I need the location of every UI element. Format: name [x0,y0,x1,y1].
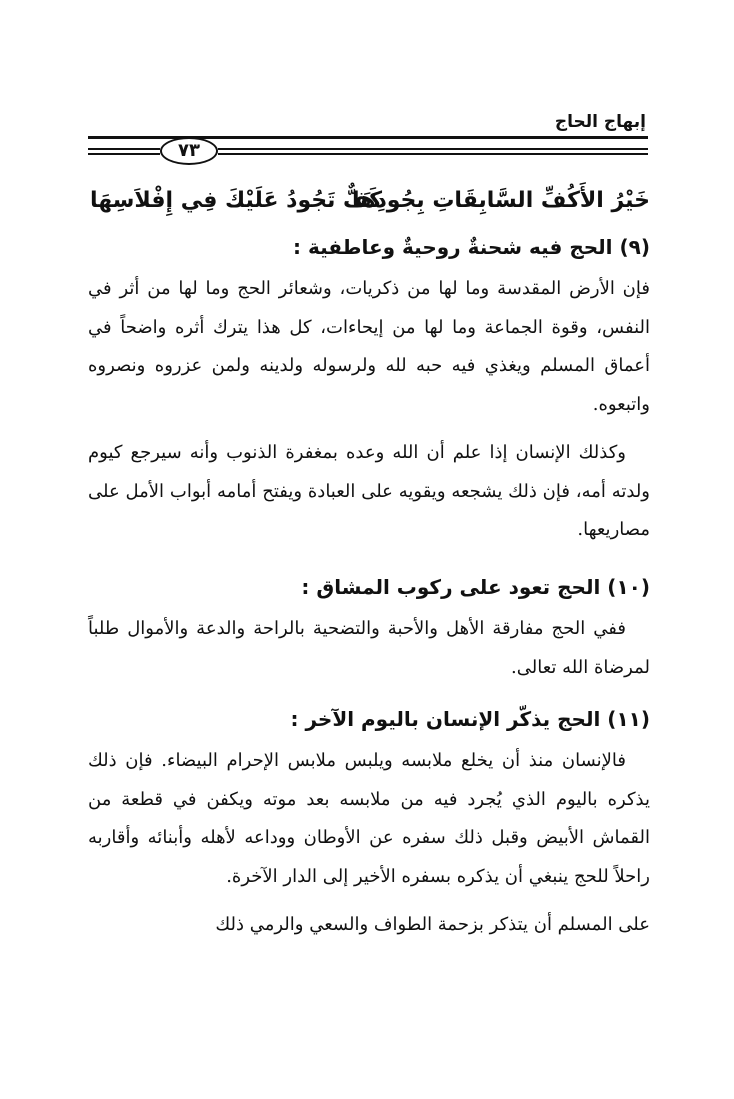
header-double-rule-left [88,153,160,155]
section-heading: (١١) الحج يذكّر الإنسان باليوم الآخر : [290,707,650,731]
running-header-title: إبهاج الحاج [554,112,646,132]
section-heading: (١٠) الحج تعود على ركوب المشاق : [301,575,650,599]
page-number-badge: ٧٣ [160,137,218,165]
paragraph: وكذلك الإنسان إذا علم أن الله وعده بمغفرة الذنوب وأنه سيرجع كيوم ولدته أمه، فإن ذلك يشجعه ويقويه على العبادة ويفتح أمامه أبواب الأمل على مصاريعها. [88,442,650,540]
paragraph: على المسلم أن يتذكر بزحمة الطواف والسعي والرمي ذلك [215,914,650,935]
section-9 [88,226,650,558]
header-double-rule-right [218,148,648,150]
section-heading: (٩) الحج فيه شحنةٌ روحيةٌ وعاطفية : [292,235,650,259]
paragraph: فإن الأرض المقدسة وما لها من ذكريات، وشعائر الحج وما لها من أثر في النفس، وقوة الجماعة وما لها من إيحاءات، كل هذا يترك أثره واضحاً في أعماق المسلم ويغذي فيه حبه لله ولرسوله ولدينه ولمن عزروه ونصروه واتبعوه. [88,278,650,415]
verse-hemistich-left: كَفٌّ تَجُودُ عَلَيْكَ فِي إِفْلاَسِهَا [90,188,383,213]
header-double-rule-left [88,148,160,150]
section-11 [88,698,650,953]
verse-hemistich-right: خَيْرُ الأَكُفِّ السَّابِقَاتِ بِجُودِهَا [351,188,650,213]
paragraph: فالإنسان منذ أن يخلع ملابسه ويلبس ملابس الإحرام البيضاء. فإن ذلك يذكره باليوم الذي يُجرد فيه من ملابسه بعد موته ويكفن في قطعة من القماش الأبيض وقبل ذلك سفره عن الأوطان ووداعه لأهله وأبنائه وأقاربه راحلاً للحج ينبغي أن يذكره بسفره الأخير إلى الدار الآخرة. [88,750,650,887]
paragraph: ففي الحج مفارقة الأهل والأحبة والتضحية بالراحة والدعة والأموال طلباً لمرضاة الله تعالى. [88,618,650,678]
section-10 [88,566,650,695]
header-double-rule-right [218,153,648,155]
